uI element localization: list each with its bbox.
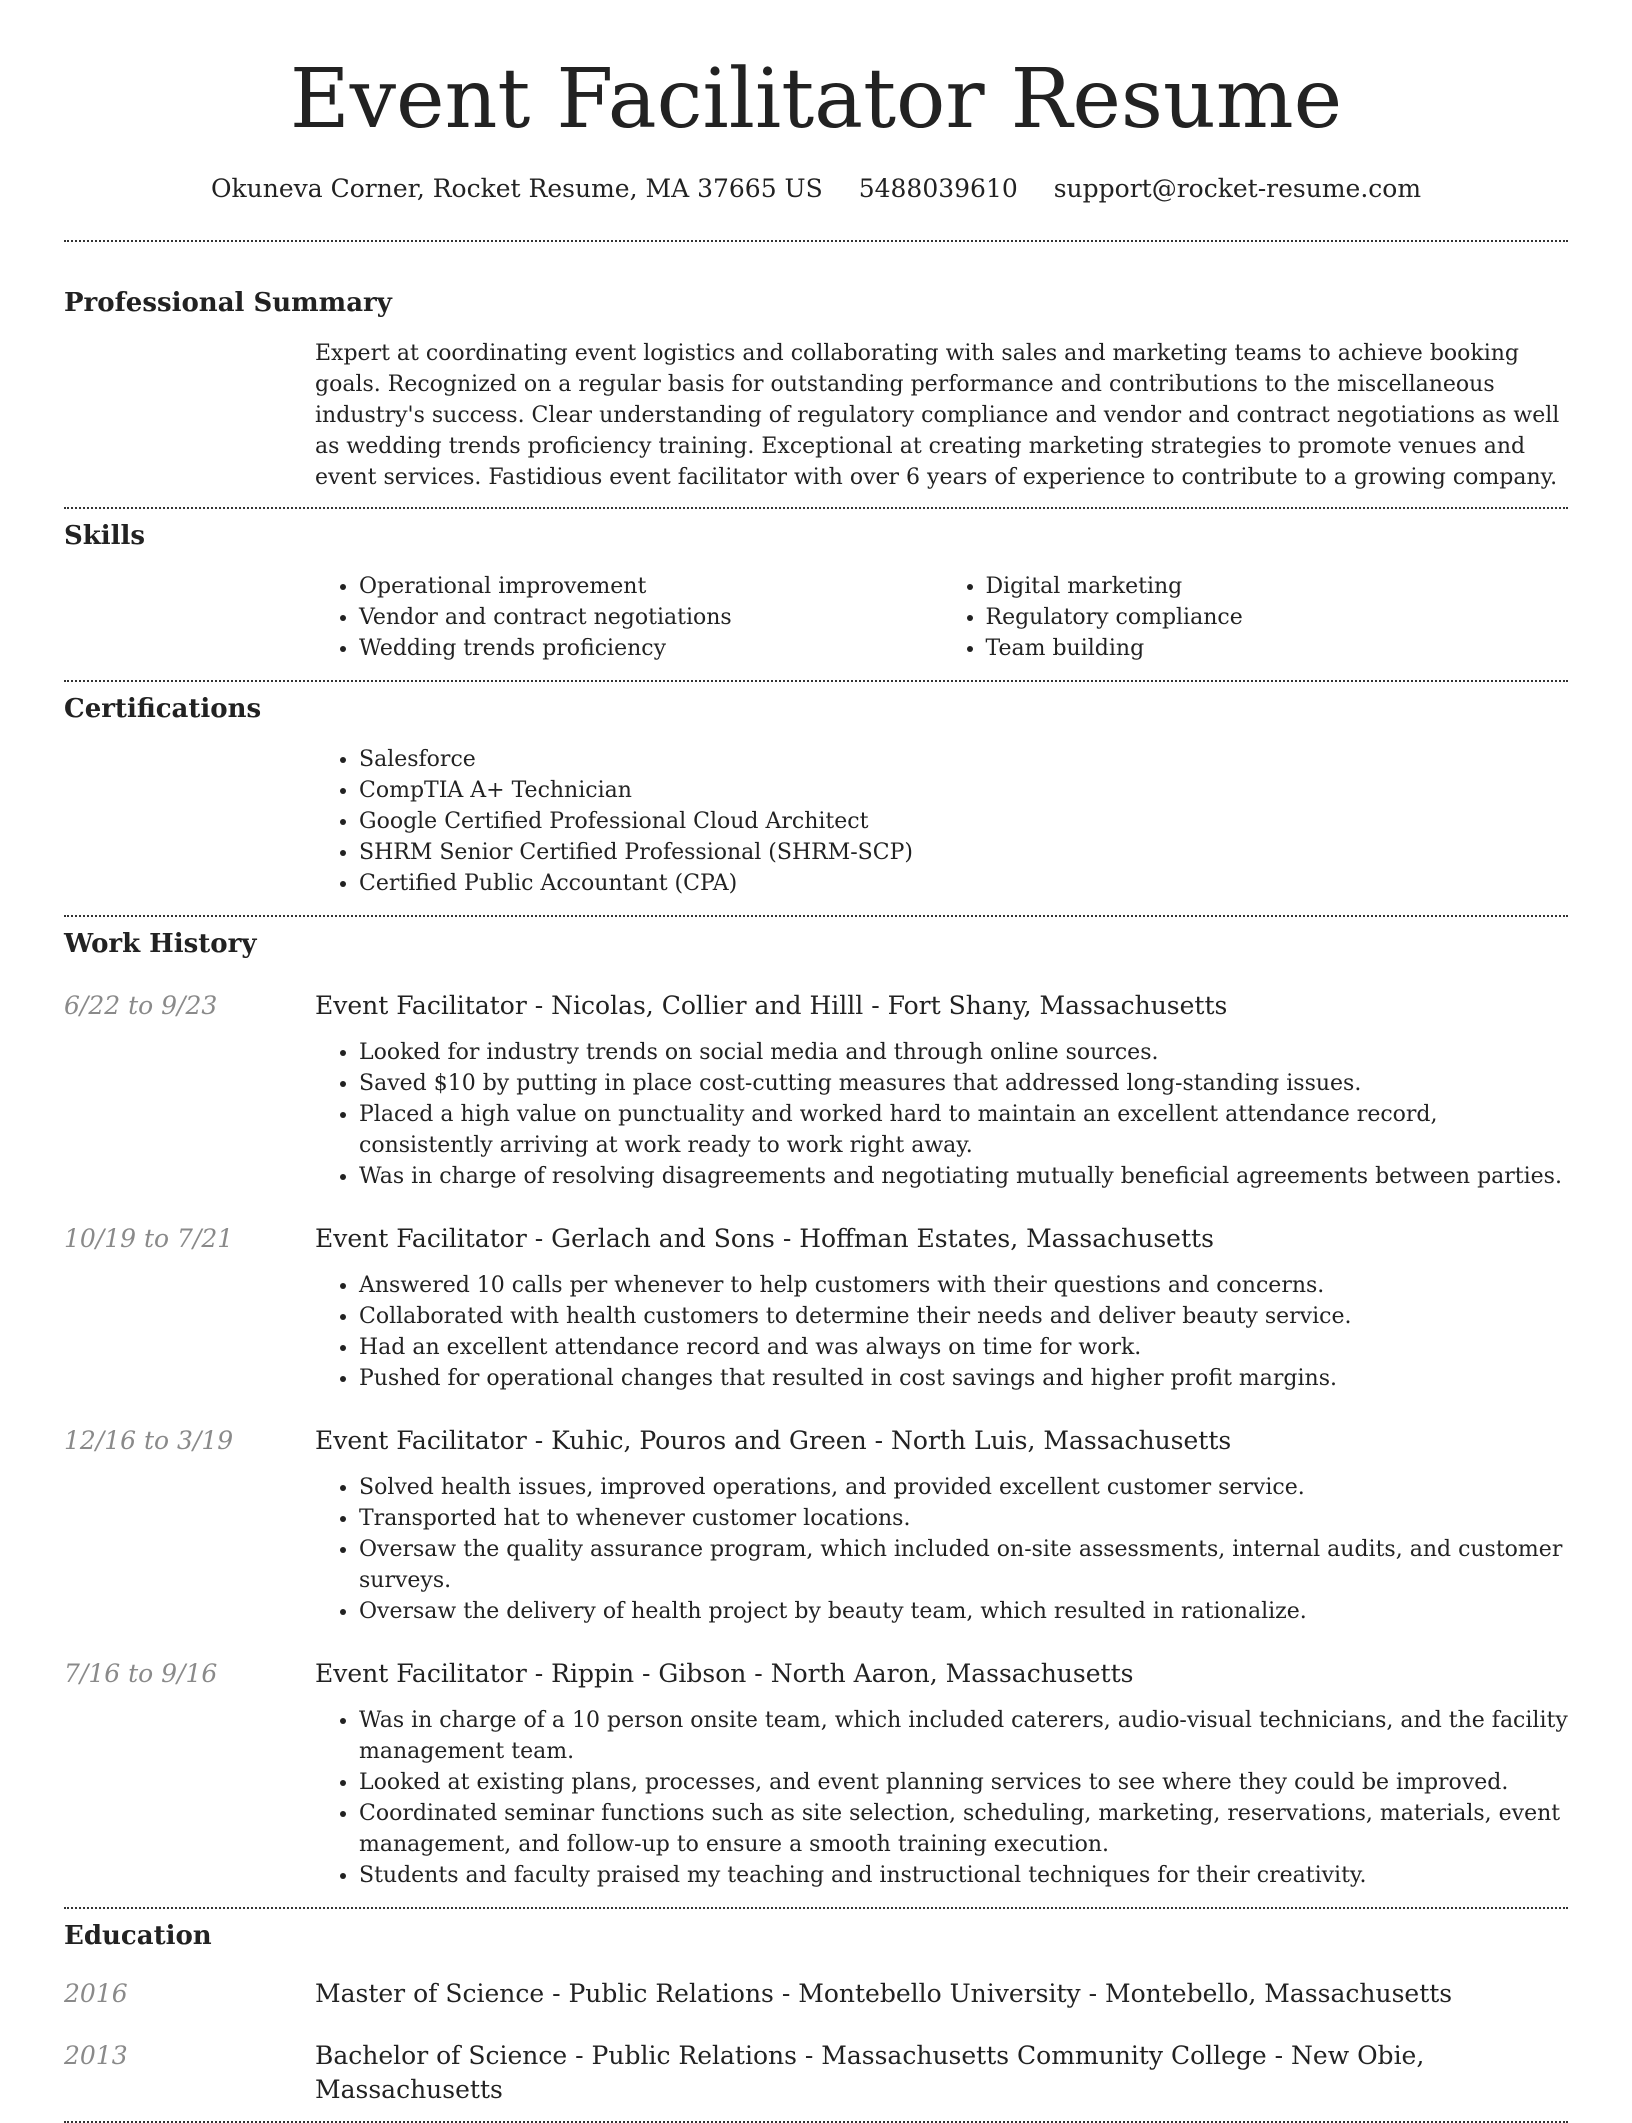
certifications-content bbox=[315, 744, 1568, 899]
job-title: Event Facilitator - Nicolas, Collier and Hilll - Fort Shany, Massachusetts bbox=[315, 991, 1228, 1020]
skill-item: • Regulatory compliance bbox=[986, 602, 1569, 633]
certification-item: • SHRM Senior Certified Professional (SHRM-SCP) bbox=[359, 837, 1568, 868]
job-bullet: • Saved $10 by putting in place cost-cutting measures that addressed long-standing issues. bbox=[359, 1068, 1568, 1099]
job-bullet: • Coordinated seminar functions such as site selection, scheduling, marketing, reservations, materials, event management, and follow-up to ensure a smooth training execution. bbox=[359, 1798, 1568, 1860]
skills-columns bbox=[315, 571, 1568, 664]
job-bullet: • Transported hat to whenever customer locations. bbox=[359, 1503, 1568, 1534]
job-header bbox=[64, 1657, 1568, 1691]
job-bullet: • Answered 10 calls per whenever to help customers with their questions and concerns. bbox=[359, 1270, 1568, 1301]
job-bullets bbox=[315, 1037, 1568, 1192]
summary-text: Expert at coordinating event logistics and collaborating with sales and marketing teams to achieve booking goals. Recognized on a regular basis for outstanding performance and contributions to the miscellaneous industry's success. Clear understanding of regulatory compliance and vendor and contract negotiations as well as wedding trends proficiency training. Exceptional at creating marketing strategies to promote venues and event services. Fastidious event facilitator with over 6 years of experience to contribute to a growing company. bbox=[315, 341, 1560, 490]
job-bullet: • Pushed for operational changes that resulted in cost savings and higher profit margins. bbox=[359, 1363, 1568, 1394]
education-entry bbox=[64, 2039, 1568, 2107]
education-date: 2016 bbox=[64, 1979, 128, 2008]
contact-email: support@rocket-resume.com bbox=[1053, 174, 1422, 203]
job-title: Event Facilitator - Gerlach and Sons - Hoffman Estates, Massachusetts bbox=[315, 1224, 1214, 1253]
certifications-heading: Certifications bbox=[64, 694, 262, 724]
education-section bbox=[64, 1909, 1568, 2107]
job-title: Event Facilitator - Rippin - Gibson - North Aaron, Massachusetts bbox=[315, 1659, 1134, 1688]
job-dates: 6/22 to 9/23 bbox=[64, 991, 218, 1020]
contact-phone: 5488039610 bbox=[858, 174, 1018, 203]
job-bullet: • Solved health issues, improved operations, and provided excellent customer service. bbox=[359, 1472, 1568, 1503]
job-bullet: • Oversaw the delivery of health project by beauty team, which resulted in rationalize. bbox=[359, 1596, 1568, 1627]
job-bullets bbox=[315, 1270, 1568, 1394]
skills-section bbox=[64, 509, 1568, 664]
certifications-list bbox=[315, 744, 1568, 899]
certification-item: • Salesforce bbox=[359, 744, 1568, 775]
education-degree: Bachelor of Science - Public Relations - Massachusetts Community College - New Obie, Massachusetts bbox=[315, 2041, 1425, 2104]
certification-item: • Google Certified Professional Cloud Architect bbox=[359, 806, 1568, 837]
job-bullets bbox=[315, 1472, 1568, 1627]
work-jobs bbox=[64, 989, 1568, 1891]
skills-list-right bbox=[942, 571, 1569, 664]
summary-heading: Professional Summary bbox=[64, 288, 392, 318]
job-bullets bbox=[315, 1705, 1568, 1891]
skill-item: • Digital marketing bbox=[986, 571, 1569, 602]
work-heading: Work History bbox=[64, 929, 257, 959]
job-entry bbox=[64, 1657, 1568, 1891]
education-date: 2013 bbox=[64, 2041, 128, 2070]
summary-section bbox=[64, 242, 1568, 493]
resume-title: Event Facilitator Resume bbox=[289, 52, 1343, 147]
education-degree: Master of Science - Public Relations - Montebello University - Montebello, Massachusetts bbox=[315, 1979, 1453, 2008]
skill-item: • Vendor and contract negotiations bbox=[359, 602, 942, 633]
education-heading: Education bbox=[64, 1921, 212, 1951]
education-entry bbox=[64, 1977, 1568, 2011]
summary-content bbox=[315, 338, 1568, 493]
job-bullet: • Oversaw the quality assurance program, which included on-site assessments, internal audits, and customer surveys. bbox=[359, 1534, 1568, 1596]
contact-address: Okuneva Corner, Rocket Resume, MA 37665 US bbox=[210, 174, 823, 203]
certifications-section bbox=[64, 682, 1568, 899]
job-bullet: • Was in charge of a 10 person onsite team, which included caterers, audio-visual technicians, and the facility management team. bbox=[359, 1705, 1568, 1767]
skills-list-left bbox=[315, 571, 942, 664]
job-entry bbox=[64, 1424, 1568, 1627]
skills-heading: Skills bbox=[64, 521, 146, 551]
job-dates: 7/16 to 9/16 bbox=[64, 1659, 218, 1688]
skill-item: • Operational improvement bbox=[359, 571, 942, 602]
job-dates: 10/19 to 7/21 bbox=[64, 1224, 234, 1253]
skill-item: • Wedding trends proficiency bbox=[359, 633, 942, 664]
job-entry bbox=[64, 1222, 1568, 1394]
skill-item: • Team building bbox=[986, 633, 1569, 664]
job-entry bbox=[64, 989, 1568, 1192]
job-header bbox=[64, 1222, 1568, 1256]
contact-line bbox=[64, 172, 1568, 206]
job-bullet: • Collaborated with health customers to determine their needs and deliver beauty service. bbox=[359, 1301, 1568, 1332]
job-header bbox=[64, 1424, 1568, 1458]
job-bullet: • Was in charge of resolving disagreements and negotiating mutually beneficial agreements between parties. bbox=[359, 1161, 1568, 1192]
job-bullet: • Looked for industry trends on social media and through online sources. bbox=[359, 1037, 1568, 1068]
job-header bbox=[64, 989, 1568, 1023]
job-bullet: • Students and faculty praised my teaching and instructional techniques for their creativity. bbox=[359, 1860, 1568, 1891]
job-title: Event Facilitator - Kuhic, Pouros and Green - North Luis, Massachusetts bbox=[315, 1426, 1232, 1455]
work-section bbox=[64, 917, 1568, 1891]
education-entries bbox=[64, 1977, 1568, 2107]
job-bullet: • Looked at existing plans, processes, and event planning services to see where they could be improved. bbox=[359, 1767, 1568, 1798]
job-dates: 12/16 to 3/19 bbox=[64, 1426, 234, 1455]
certification-item: • CompTIA A+ Technician bbox=[359, 775, 1568, 806]
job-bullet: • Had an excellent attendance record and was always on time for work. bbox=[359, 1332, 1568, 1363]
job-bullet: • Placed a high value on punctuality and worked hard to maintain an excellent attendance record, consistently arriving at work ready to work right away. bbox=[359, 1099, 1568, 1161]
certification-item: • Certified Public Accountant (CPA) bbox=[359, 868, 1568, 899]
